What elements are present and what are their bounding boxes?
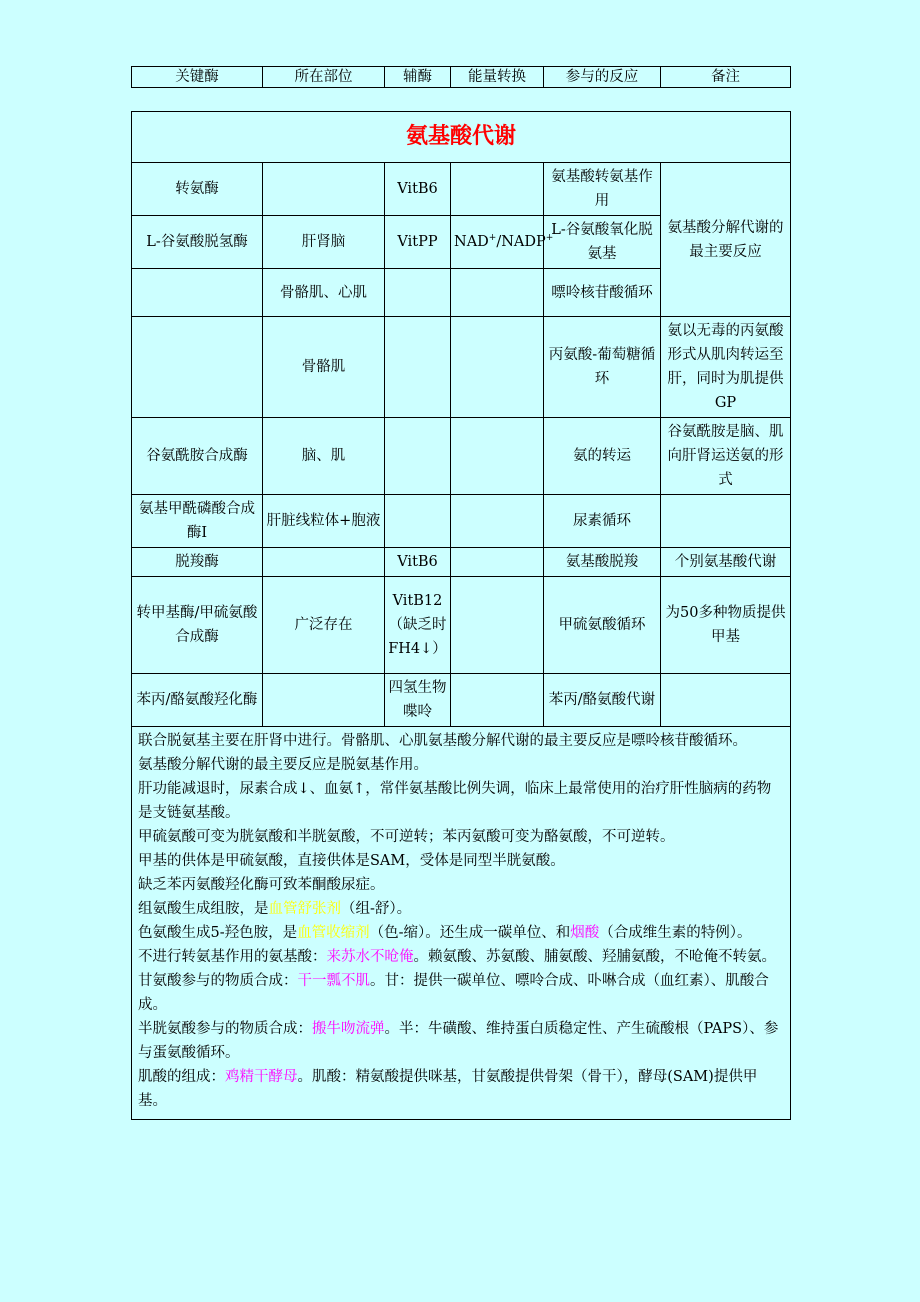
note-text: 肌酸的组成：: [138, 1069, 225, 1085]
coenzyme-cell: VitB12（缺乏时FH4↓）: [385, 577, 451, 674]
energy-cell: [451, 548, 544, 577]
note-paragraph: 缺乏苯丙氨酸羟化酶可致苯酮酸尿症。: [138, 877, 385, 893]
highlight-text: 烟酸: [570, 925, 600, 941]
energy-cell: [451, 577, 544, 674]
note-text: 组氨酸生成组胺，是: [138, 901, 269, 917]
location-cell: 肝脏线粒体+胞液: [263, 495, 385, 548]
location-cell: 脑、肌: [263, 418, 385, 495]
reaction-cell: 尿素循环: [544, 495, 661, 548]
reaction-cell: 嘌呤核苷酸循环: [544, 269, 661, 317]
header-col-energy: 能量转换: [451, 67, 544, 88]
energy-cell: [451, 674, 544, 727]
header-table: [131, 66, 791, 88]
reaction-cell: 氨基酸转氨基作用: [544, 163, 661, 216]
location-cell: 骨骼肌、心肌: [263, 269, 385, 317]
reaction-cell: 氨基酸脱羧: [544, 548, 661, 577]
reaction-cell: 丙氨酸-葡萄糖循环: [544, 317, 661, 418]
note-cell: 个别氨基酸代谢: [661, 548, 791, 577]
enzyme-cell: 谷氨酰胺合成酶: [132, 418, 263, 495]
sup-plus: +: [488, 233, 497, 244]
location-cell: 肝肾脑: [263, 216, 385, 269]
notes-row: [132, 727, 791, 1120]
note-text: 。赖氨酸、苏氨酸、脯氨酸、羟脯氨酸，不呛俺不转氨。: [413, 949, 776, 965]
note-text: 不进行转氨基作用的氨基酸：: [138, 949, 327, 965]
highlight-text: 来苏水不呛俺: [326, 949, 414, 965]
header-col-coenzyme: 辅酶: [385, 67, 451, 88]
reaction-cell: 氨的转运: [544, 418, 661, 495]
coenzyme-cell: [385, 495, 451, 548]
enzyme-cell: 转氨酶: [132, 163, 263, 216]
enzyme-cell: 脱羧酶: [132, 548, 263, 577]
energy-cell: [451, 495, 544, 548]
header-col-reaction: 参与的反应: [544, 67, 661, 88]
header-col-location: 所在部位: [263, 67, 385, 88]
note-paragraph: [138, 969, 784, 1017]
note-paragraph: [138, 945, 784, 969]
note-cell: 为50多种物质提供甲基: [661, 577, 791, 674]
note-paragraph: 甲硫氨酸可变为胱氨酸和半胱氨酸，不可逆转；苯丙氨酸可变为酪氨酸，不可逆转。: [138, 829, 675, 845]
notes-cell: [132, 727, 791, 1120]
note-cell: [661, 674, 791, 727]
note-paragraph: 甲基的供体是甲硫氨酸，直接供体是SAM，受体是同型半胱氨酸。: [138, 853, 565, 869]
coenzyme-cell: [385, 269, 451, 317]
amino-acid-table: [131, 111, 791, 1120]
table-row: [132, 163, 791, 216]
highlight-text: 血管收缩剂: [297, 925, 370, 941]
note-cell: 氨以无毒的丙氨酸形式从肌肉转运至肝，同时为肌提供GP: [661, 317, 791, 418]
enzyme-cell: L-谷氨酸脱氢酶: [132, 216, 263, 269]
table-row: [132, 317, 791, 418]
table-row: [132, 674, 791, 727]
note-text: （合成维生素的特例）。: [599, 925, 752, 941]
enzyme-cell: [132, 317, 263, 418]
note-text: 甘氨酸参与的物质合成：: [138, 973, 298, 989]
coenzyme-cell: VitPP: [385, 216, 451, 269]
note-paragraph: [138, 897, 784, 921]
note-paragraph: [138, 1017, 784, 1065]
coenzyme-cell: VitB6: [385, 163, 451, 216]
coenzyme-cell: [385, 418, 451, 495]
note-paragraph: 氨基酸分解代谢的最主要反应是脱氨基作用。: [138, 757, 428, 773]
table-row: [132, 495, 791, 548]
enzyme-cell: 转甲基酶/甲硫氨酸合成酶: [132, 577, 263, 674]
note-text: 半胱氨酸参与的物质合成：: [138, 1021, 312, 1037]
table-row: [132, 548, 791, 577]
highlight-text: 干一瓢不肌: [297, 973, 370, 989]
sup-plus: +: [545, 233, 554, 244]
reaction-cell: 苯丙/酪氨酸代谢: [544, 674, 661, 727]
note-text: （组-舒）。: [341, 901, 412, 917]
note-paragraph: [138, 921, 784, 945]
header-row: [132, 67, 791, 88]
table-row: [132, 577, 791, 674]
location-cell: [263, 163, 385, 216]
energy-cell: [451, 163, 544, 216]
note-paragraph: 肝功能减退时，尿素合成↓、血氨↑，常伴氨基酸比例失调，临床上最常使用的治疗肝性脑病的药物是支链氨基酸。: [138, 781, 772, 821]
coenzyme-cell: [385, 317, 451, 418]
reaction-cell: L-谷氨酸氧化脱氨基: [544, 216, 661, 269]
enzyme-cell: [132, 269, 263, 317]
highlight-text: 搬牛吻流弹: [312, 1021, 385, 1037]
coenzyme-cell: 四氢生物喋呤: [385, 674, 451, 727]
note-paragraph: [138, 1065, 784, 1113]
note-cell: [661, 495, 791, 548]
coenzyme-cell: VitB6: [385, 548, 451, 577]
energy-cell: [451, 418, 544, 495]
location-cell: [263, 674, 385, 727]
highlight-text: 血管舒张剂: [268, 901, 341, 917]
note-cell: 谷氨酰胺是脑、肌向肝肾运送氨的形式: [661, 418, 791, 495]
title-row: [132, 112, 791, 163]
enzyme-cell: 氨基甲酰磷酸合成酶Ⅰ: [132, 495, 263, 548]
energy-cell: [451, 317, 544, 418]
location-cell: 广泛存在: [263, 577, 385, 674]
note-paragraph: 联合脱氨基主要在肝肾中进行。骨骼肌、心肌氨基酸分解代谢的最主要反应是嘌呤核苷酸循环。: [138, 733, 747, 749]
note-text: （色-缩）。还生成一碳单位、和: [369, 925, 571, 941]
note-cell: 氨基酸分解代谢的最主要反应: [661, 163, 791, 317]
location-cell: 骨骼肌: [263, 317, 385, 418]
note-text: 。甘：提供一碳单位、嘌呤合成、卟啉合成（血红素）、肌酸合成。: [138, 973, 769, 1013]
energy-nad: NAD: [454, 234, 489, 250]
energy-cell: [451, 269, 544, 317]
location-cell: [263, 548, 385, 577]
section-title: 氨基酸代谢: [132, 112, 791, 163]
note-text: 色氨酸生成5-羟色胺，是: [138, 925, 298, 941]
highlight-text: 鸡精干酵母: [225, 1069, 298, 1085]
enzyme-cell: 苯丙/酪氨酸羟化酶: [132, 674, 263, 727]
note-text: 。肌酸：精氨酸提供咪基，甘氨酸提供骨架（骨干），酵母(SAM)提供甲基。: [138, 1069, 758, 1109]
energy-nadp: /NADP: [496, 234, 546, 250]
reaction-cell: 甲硫氨酸循环: [544, 577, 661, 674]
energy-cell: [451, 216, 554, 269]
header-col-note: 备注: [661, 67, 791, 88]
header-col-key-enzyme: 关键酶: [132, 67, 263, 88]
note-text: 。半：牛磺酸、维持蛋白质稳定性、产生硫酸根（PAPS）、参与蛋氨酸循环。: [138, 1021, 779, 1061]
table-row: [132, 418, 791, 495]
